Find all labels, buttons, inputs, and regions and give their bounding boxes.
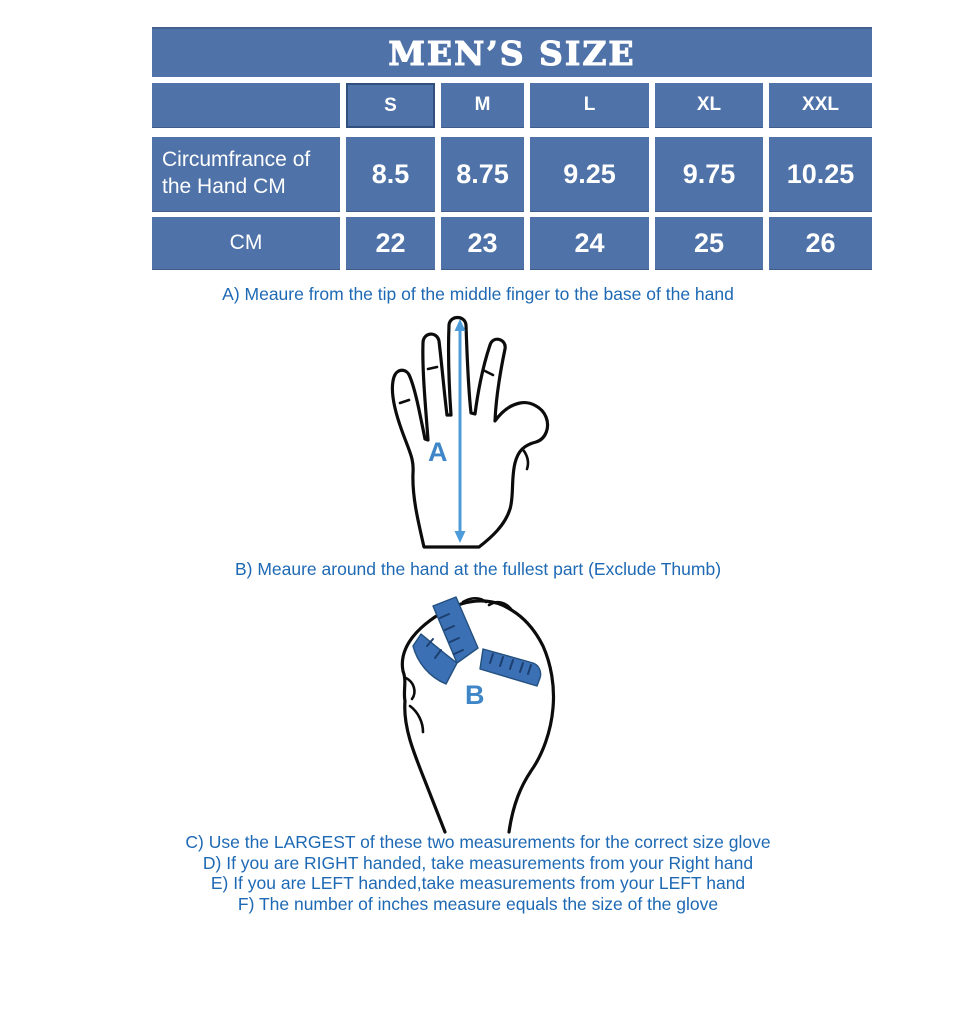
table-row-cm [152, 217, 872, 270]
corner-cell [152, 83, 340, 128]
fist-outline [402, 601, 553, 832]
hand-length-diagram [372, 311, 567, 551]
instruction-f: F) The number of inches measure equals the size of the glove [237, 893, 719, 914]
circumference-value-xxl: 10.25 [769, 137, 872, 212]
cm-value-xl: 25 [655, 217, 763, 270]
table-title: MEN’S SIZE [152, 27, 872, 77]
row-label-cm: CM [152, 217, 340, 270]
size-table [152, 27, 872, 270]
cm-value-m: 23 [441, 217, 524, 270]
cm-value-s: 22 [346, 217, 435, 270]
circumference-value-l: 9.25 [530, 137, 649, 212]
circumference-value-xl: 9.75 [655, 137, 763, 212]
size-col-l: L [530, 83, 649, 128]
size-col-m: M [441, 83, 524, 128]
instruction-a: A) Meaure from the tip of the middle finger to the base of the hand [222, 284, 734, 304]
hand-girth-diagram [383, 586, 598, 836]
size-col-s: S [346, 83, 435, 128]
cm-value-l: 24 [530, 217, 649, 270]
instruction-b: B) Meaure around the hand at the fullest part (Exclude Thumb) [234, 559, 722, 579]
thumb-crease [524, 451, 528, 469]
cm-value-xxl: 26 [769, 217, 872, 270]
row-label-circumference: Circumfrance of the Hand CM [152, 137, 340, 212]
circumference-value-s: 8.5 [346, 137, 435, 212]
diagram-label-a: A [428, 437, 448, 467]
table-row-circumference [152, 137, 872, 212]
diagram-label-b: B [465, 680, 485, 710]
instruction-list [0, 832, 956, 914]
instruction-d: D) If you are RIGHT handed, take measurements from your Right hand [202, 852, 754, 873]
instruction-e: E) If you are LEFT handed,take measurements from your LEFT hand [210, 873, 746, 894]
size-col-xxl: XXL [769, 83, 872, 128]
open-hand-outline [392, 318, 547, 548]
instruction-c: C) Use the LARGEST of these two measurements for the correct size glove [185, 832, 771, 852]
size-header-row [152, 83, 872, 128]
size-col-xl: XL [655, 83, 763, 128]
circumference-value-m: 8.75 [441, 137, 524, 212]
